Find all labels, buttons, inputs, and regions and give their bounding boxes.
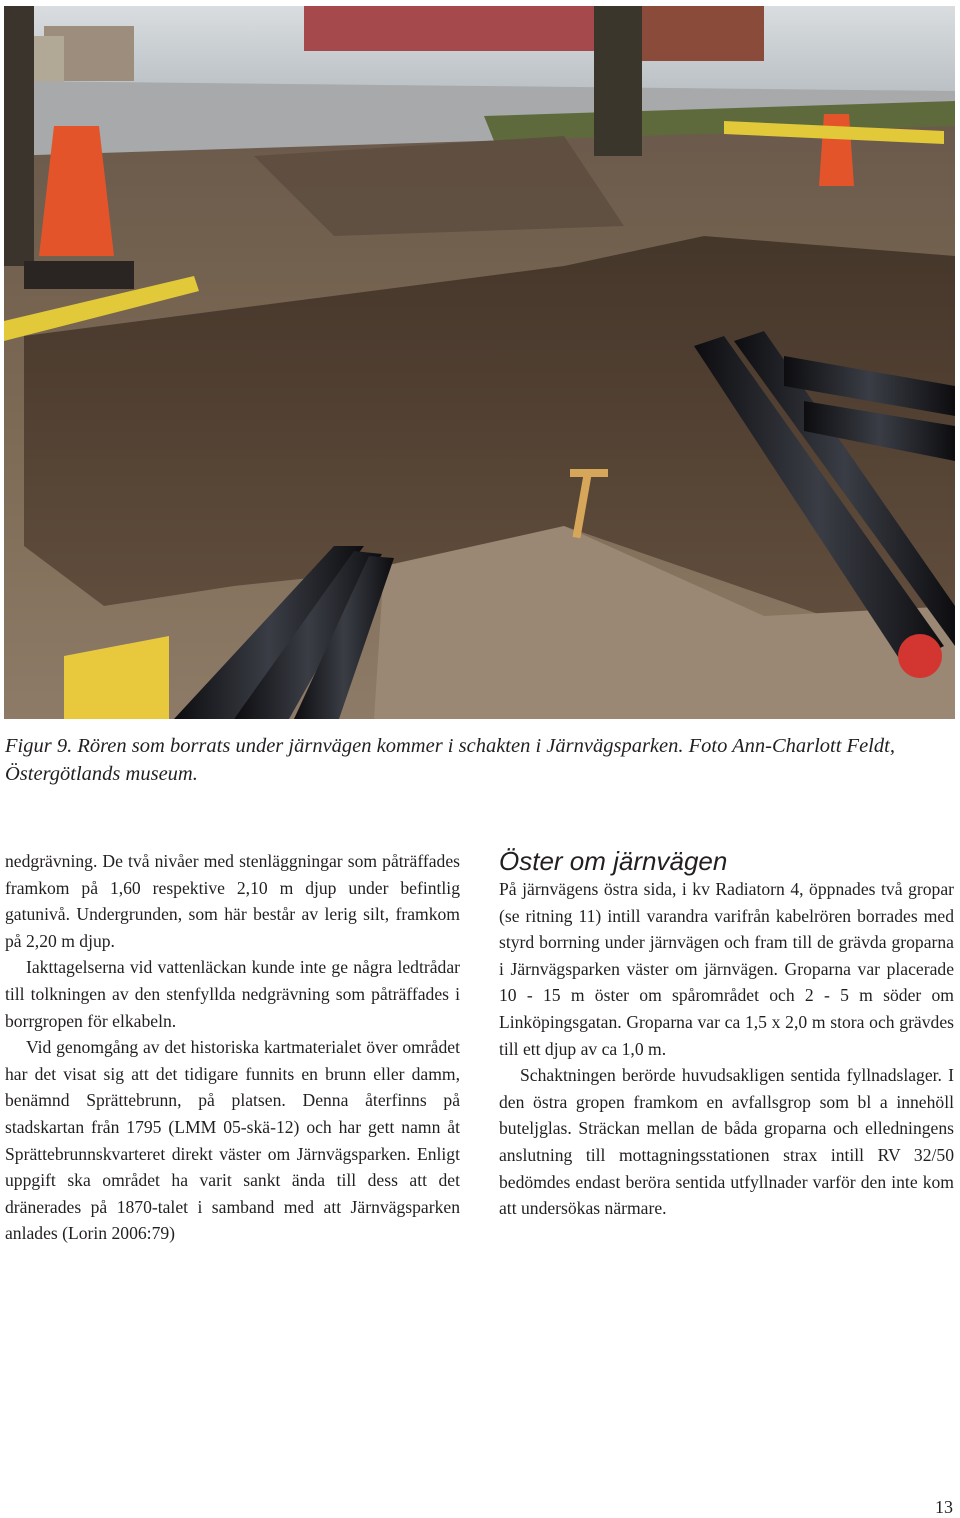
section-heading: Öster om järnvägen [499,846,728,876]
figure-photo [4,6,955,719]
right-paragraph-2: Schaktningen berörde huvudsakligen sentida fyllnadslager. I den östra gropen framkom en avfallsgrop som bl a innehöll buteljglas. Sträckan mellan de båda groparna och elledningens anslutning till mottagningsstationen strax intill RV 32/50 bedömdes endast beröra sentida utfyllnader varför den inte kom att undersökas närmare. [499,1065,954,1219]
left-paragraph-2: Iakttagelserna vid vattenläckan kunde inte ge några ledtrådar till tolkningen av den stenfyllda nedgrävning som påträffades i borrgropen för elkabeln. [5,957,460,1031]
page-number: 13 [935,1497,953,1517]
left-paragraph-1: nedgrävning. De två nivåer med stenläggningar som påträffades framkom på 1,60 respektive 2,10 m djup under befintlig gatunivå. Undergrunden, som här består av lerig silt, framkom på 2,20 m djup. [5,851,460,951]
excavation-photo [4,6,955,719]
left-text-column [5,848,460,1247]
right-paragraph-1: På järnvägens östra sida, i kv Radiatorn 4, öppnades två gropar (se ritning 11) intill varandra varifrån kabelrören borrades med styrd borrning under järnvägen och fram till de grävda groparna i Järnvägsparken väster om järnvägen. Groparna var placerade 10 - 15 m öster om spårområdet och 2 - 5 m söder om Linköpingsgatan. Groparna var ca 1,5 x 2,0 m stora och grävdes till ett djup av ca 1,0 m. [499,879,954,1059]
left-paragraph-3: Vid genomgång av det historiska kartmaterialet över området har det visat sig att det tidigare funnits en brunn eller damm, benämnd Sprättebrunn, på platsen. Denna återfinns på stadskartan från 1795 (LMM 05-skä-12) och har gett namn åt Sprättebrunnskvarteret direkt väster om Järnvägsparken. Enligt uppgift ska området ha varit sankt ända till dess att det dränerades på 1870-talet i samband med att Järnvägsparken anlades (Lorin 2006:79) [5,1037,460,1244]
figure-caption: Figur 9. Rören som borrats under järnvägen kommer i schakten i Järnvägsparken. Foto Ann-Charlott Feldt, Östergötlands museum. [5,735,895,785]
right-text-column [499,844,954,1222]
